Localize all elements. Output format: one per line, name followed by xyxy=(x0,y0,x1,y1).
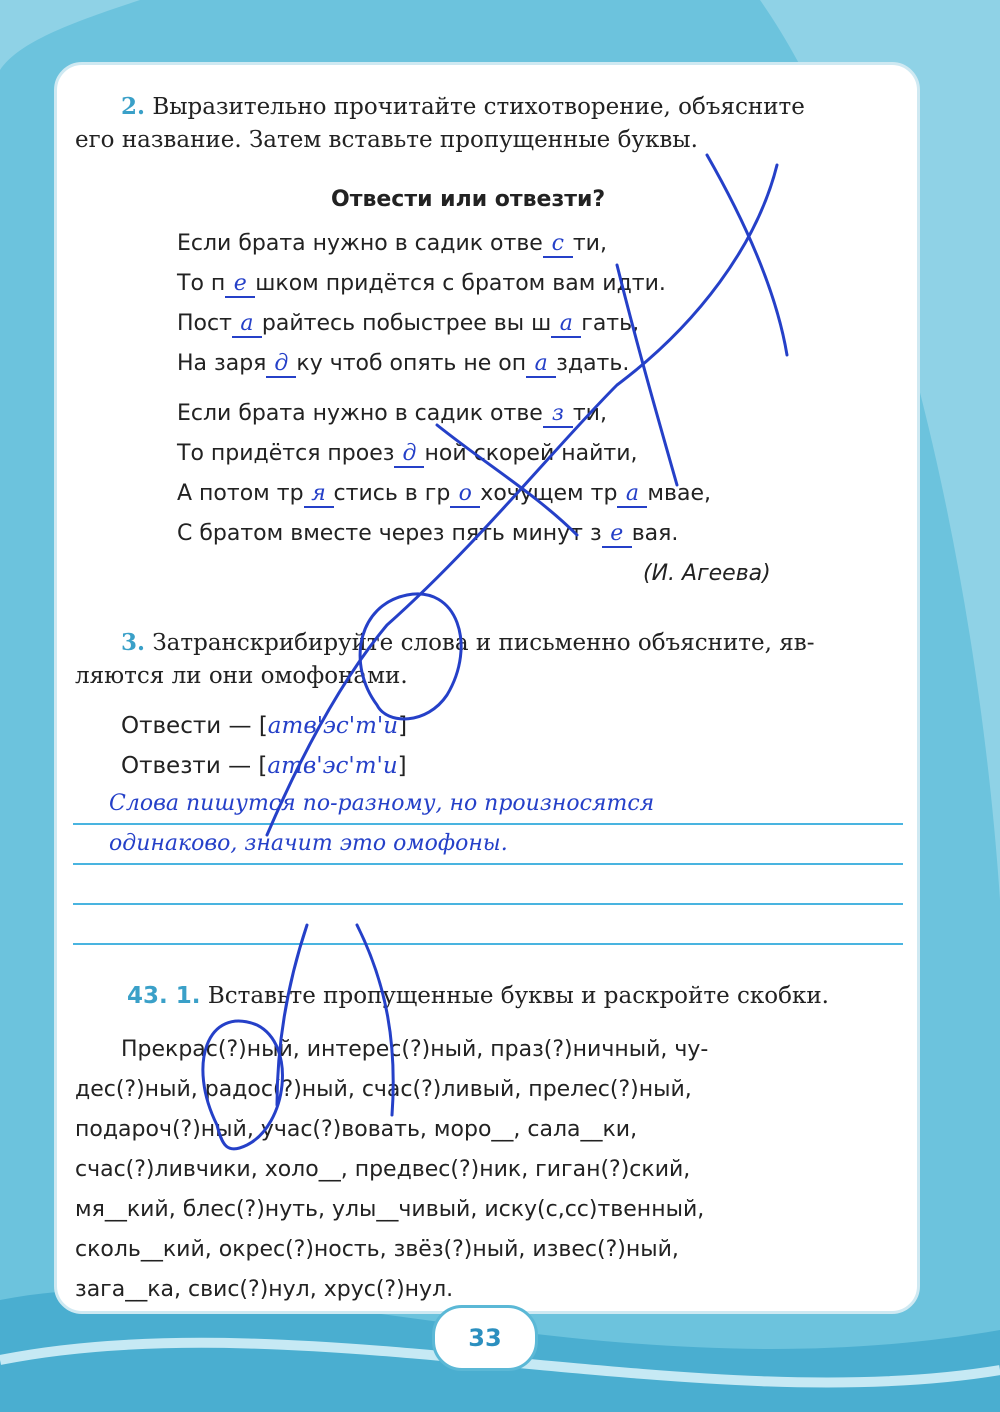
filled-letter: о xyxy=(450,481,480,508)
task43-line-2: дес(?)ный, радос(?)ный, счас(?)ливый, прелес(?)ный, xyxy=(75,1077,692,1102)
poem-line-8: С братом вместе через пять минут з е вая. xyxy=(177,521,679,546)
transcription-row-2: Отвезти — [атв'эс'т'и] xyxy=(121,753,407,779)
word-otvesti: Отвести — [ xyxy=(121,713,268,739)
filled-letter: с xyxy=(543,231,573,258)
poem-line-4: На заря д ку чтоб опять не оп а здать. xyxy=(177,351,630,376)
filled-letter: е xyxy=(225,271,255,298)
transcription-1: атв'эс'т'и xyxy=(267,713,399,739)
transcription-row-1: Отвести — [атв'эс'т'и] xyxy=(121,713,408,739)
transcription-2: атв'эс'т'и xyxy=(267,753,398,779)
filled-letter: а xyxy=(551,311,581,338)
answer-line-1: Слова пишутся по-разному, но произносятся xyxy=(109,791,655,816)
task43-line-3: подароч(?)ный, учас(?)вовать, моро__, сала__ки, xyxy=(75,1117,638,1142)
filled-letter: а xyxy=(232,311,262,338)
ruled-line xyxy=(73,903,903,905)
task43-line-1: Прекрас(?)ный, интерес(?)ный, праз(?)ничный, чу- xyxy=(121,1037,709,1062)
task43-line-7: зага__ка, свис(?)нул, хрус(?)нул. xyxy=(75,1277,454,1302)
task2-text-line1: Выразительно прочитайте стихотворение, объясните xyxy=(152,94,805,120)
filled-letter: а xyxy=(526,351,556,378)
poem-line-6: То придётся проез д ной скорей найти, xyxy=(177,441,638,466)
task3-line1 xyxy=(121,629,814,656)
filled-letter: з xyxy=(543,401,573,428)
poem-title: Отвести или отвезти? xyxy=(331,187,606,212)
task43-heading xyxy=(127,983,829,1009)
poem-line-7: А потом тр я стись в гр о хочущем тр а мвае, xyxy=(177,481,711,506)
filled-letter: а xyxy=(617,481,647,508)
task2-line1 xyxy=(121,93,805,120)
filled-letter: д xyxy=(394,441,424,468)
page-number-badge: 33 xyxy=(432,1305,538,1371)
poem-line-1: Если брата нужно в садик отве с ти, xyxy=(177,231,607,256)
filled-letter: я xyxy=(304,481,334,508)
poem-line-3: Пост а райтесь побыстрее вы ш а гать, xyxy=(177,311,640,336)
task3-text-line1: Затранскрибируйте слова и письменно объясните, яв- xyxy=(152,630,815,656)
filled-letter: д xyxy=(266,351,296,378)
ruled-line xyxy=(73,863,903,865)
poem-line-5: Если брата нужно в садик отве з ти, xyxy=(177,401,607,426)
task2-text-line2: его название. Затем вставьте пропущенные буквы. xyxy=(75,127,698,153)
filled-letter: е xyxy=(602,521,632,548)
answer-line-2: одинаково, значит это омофоны. xyxy=(109,831,508,856)
task2-number: 2. xyxy=(121,93,146,120)
task43-line-6: сколь__кий, окрес(?)ность, звёз(?)ный, извес(?)ный, xyxy=(75,1237,679,1262)
poem-author: (И. Агеева) xyxy=(643,561,771,586)
poem-line-2: То п е шком придётся с братом вам идти. xyxy=(177,271,666,296)
ruled-line xyxy=(73,943,903,945)
task3-text-line2: ляются ли они омофонами. xyxy=(75,663,408,689)
task43-number: 43. 1. xyxy=(127,983,201,1009)
task3-number: 3. xyxy=(121,629,146,656)
task43-text: Вставьте пропущенные буквы и раскройте скобки. xyxy=(207,983,829,1009)
word-otvezti: Отвезти — [ xyxy=(121,753,268,779)
task43-line-5: мя__кий, блес(?)нуть, улы__чивый, иску(с,сс)твенный, xyxy=(75,1197,705,1222)
ruled-line xyxy=(73,823,903,825)
worksheet-card xyxy=(54,62,920,1314)
task43-line-4: счас(?)ливчики, холо__, предвес(?)ник, гиган(?)ский, xyxy=(75,1157,691,1182)
